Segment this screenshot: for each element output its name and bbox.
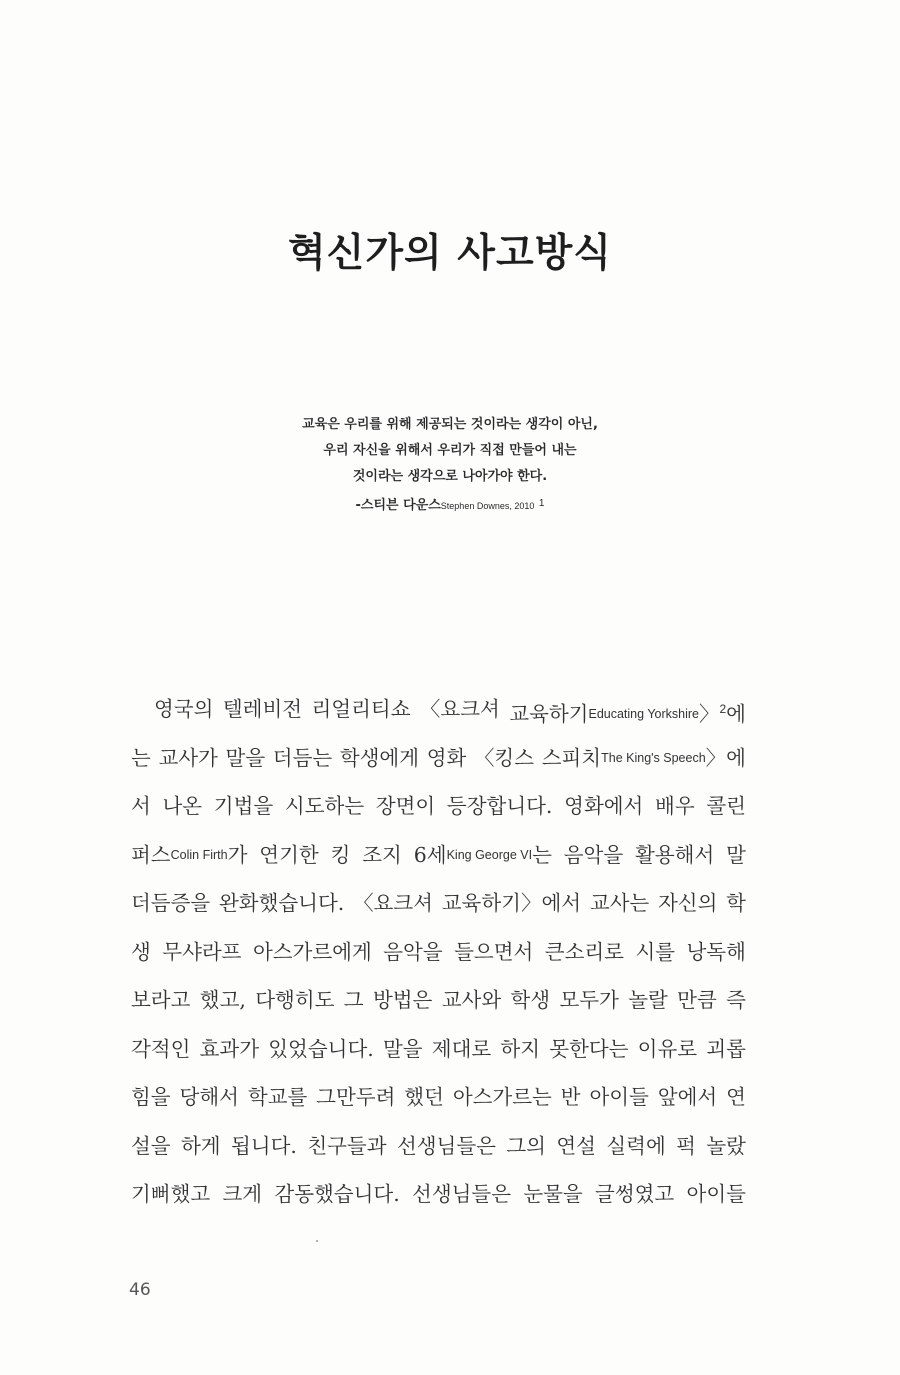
word: 아이들 — [589, 1085, 649, 1109]
word: 글썽였고 — [595, 1182, 675, 1206]
word: 효과가 — [199, 1036, 260, 1061]
word: 연기한 — [259, 842, 319, 867]
word — [131, 831, 247, 880]
word: 힘을 — [131, 1085, 171, 1109]
word: 텔레비전 — [222, 697, 303, 721]
word: 리얼리티쇼 — [311, 697, 411, 721]
footnote-marker: 1 — [538, 498, 545, 509]
word: 아이들 — [686, 1182, 746, 1206]
word: 기뻐했고 — [131, 1182, 211, 1206]
word: 만큼 — [677, 988, 717, 1012]
word: 퍽 — [676, 1133, 696, 1158]
word: 6세 — [413, 842, 447, 867]
word: 낭독해 — [686, 939, 746, 964]
word: 당해서 — [179, 1085, 239, 1109]
word: 교사가 — [158, 745, 218, 770]
print-speck — [316, 1240, 318, 1242]
word: 있었습니다. — [268, 1036, 374, 1061]
epigraph-line: 우리 자신을 위해서 우리가 직접 만들어 내는 — [323, 443, 577, 458]
word: 아스가르는 — [452, 1085, 552, 1109]
word: 놀랄 — [628, 988, 668, 1012]
word: 영국의 — [154, 697, 214, 721]
body-line — [131, 1122, 746, 1171]
word: 크게 — [222, 1182, 263, 1206]
body-line — [131, 1170, 746, 1219]
word: 못한다는 — [549, 1036, 629, 1061]
body-paragraph — [131, 685, 746, 1219]
word: 〉에 — [705, 745, 746, 770]
word: 더듬는 — [272, 745, 333, 770]
word: 는 — [131, 745, 151, 770]
word: 〈요크셔 — [353, 891, 433, 915]
word: 등장합니다. — [446, 794, 553, 818]
word: 제대로 — [431, 1036, 492, 1061]
word: 〈킹스 — [473, 745, 535, 770]
word: 방법은 — [372, 988, 433, 1012]
word: 감동했습니다. — [274, 1182, 400, 1206]
word: 그 — [343, 988, 364, 1012]
word: 연설 — [556, 1133, 596, 1158]
bracket: 〉 — [698, 702, 720, 726]
word: 반 — [560, 1085, 581, 1109]
epigraph-line: 것이라는 생각으로 나아가야 한다. — [352, 469, 548, 484]
page-number: 46 — [129, 1280, 151, 1300]
word: 장면이 — [375, 794, 436, 818]
word — [542, 734, 746, 783]
epigraph-author: -스티븐 다운스 — [355, 498, 441, 513]
word: 킹 — [330, 842, 351, 867]
word: 활용해서 — [635, 842, 715, 867]
chapter-title: 혁신가의 사고방식 — [288, 231, 612, 276]
word: 학 — [726, 891, 746, 915]
epigraph-attribution — [0, 491, 900, 519]
body-line — [131, 782, 746, 831]
word: 교육하기〉에서 — [441, 891, 582, 915]
word: 더듬증을 — [131, 891, 211, 915]
word: 이유로 — [637, 1036, 698, 1061]
word: 교사와 — [441, 988, 502, 1012]
word: 스피치 — [541, 745, 602, 770]
word: 했던 — [404, 1085, 444, 1109]
word: 하게 — [181, 1133, 221, 1158]
latin-term: King George VI — [446, 847, 533, 862]
word: 시를 — [635, 939, 676, 964]
word: 말 — [726, 842, 746, 867]
body-line — [131, 734, 746, 783]
word: 아스가르에게 — [252, 939, 372, 964]
word: 기법을 — [213, 794, 274, 818]
word: 나온 — [162, 794, 203, 818]
word: 완화했습니다. — [218, 891, 345, 915]
word — [414, 831, 552, 880]
latin-term: The King's Speech — [601, 750, 706, 765]
word: 는 — [532, 842, 552, 867]
word: 하지 — [500, 1036, 541, 1061]
word: 무샤라프 — [162, 939, 242, 964]
word: 친구들과 — [307, 1133, 387, 1158]
word: 퍼스 — [131, 842, 171, 867]
word: 큰소리로 — [544, 939, 624, 964]
word: 조지 — [362, 842, 402, 867]
word: 에 — [726, 702, 746, 726]
word: 〈요크셔 — [419, 697, 500, 721]
word: 설을 — [131, 1133, 171, 1158]
word: 각적인 — [131, 1036, 191, 1061]
word: 서 — [131, 794, 151, 818]
word: 괴롭 — [706, 1036, 746, 1061]
word: 음악을 — [383, 939, 443, 964]
word: 학생에게 — [339, 745, 420, 770]
latin-term: Colin Firth — [170, 847, 228, 862]
body-line — [131, 1073, 746, 1122]
body-line — [131, 928, 746, 977]
word: 말을 — [382, 1036, 423, 1061]
word: 그의 — [506, 1133, 546, 1158]
word: 음악을 — [563, 842, 624, 867]
word: 영화에서 — [564, 794, 644, 818]
word: 연 — [726, 1085, 746, 1109]
word: 다행히도 — [255, 988, 335, 1012]
word: 가 — [227, 842, 248, 867]
word: 들으면서 — [454, 939, 534, 964]
word: 교육하기 — [509, 702, 589, 726]
latin-term: Educating Yorkshire — [588, 707, 699, 721]
word: 모두가 — [559, 988, 619, 1012]
body-line — [131, 1025, 746, 1074]
word — [509, 685, 746, 734]
word: 했고, — [199, 988, 246, 1012]
word: 생 — [131, 939, 151, 964]
word: 실력에 — [606, 1133, 666, 1158]
word: 즉 — [726, 988, 746, 1012]
epigraph-quote — [0, 412, 900, 519]
word: 말을 — [225, 745, 266, 770]
word: 콜린 — [706, 794, 746, 818]
body-line — [131, 831, 746, 880]
footnote-marker: 2 — [719, 702, 727, 716]
word: 영화 — [426, 745, 467, 770]
word: 자신의 — [657, 891, 718, 915]
word: 선생님들은 — [412, 1182, 512, 1206]
epigraph-line: 교육은 우리를 위해 제공되는 것이라는 생각이 아닌, — [302, 417, 598, 432]
word: 배우 — [655, 794, 695, 818]
body-line — [131, 976, 746, 1025]
word: 앞에서 — [657, 1085, 718, 1109]
word: 시도하는 — [284, 794, 365, 818]
word: 그만두려 — [316, 1085, 396, 1109]
word: 놀랐 — [706, 1133, 746, 1158]
epigraph-author-latin: Stephen Downes, 2010 — [440, 501, 535, 511]
word: 눈물을 — [523, 1182, 583, 1206]
word: 학교를 — [247, 1085, 308, 1109]
word: 학생 — [510, 988, 551, 1012]
word: 선생님들은 — [396, 1133, 496, 1158]
word: 교사는 — [589, 891, 650, 915]
word: 됩니다. — [231, 1133, 297, 1158]
word: 보라고 — [131, 988, 191, 1012]
body-line — [131, 879, 746, 928]
body-line — [131, 685, 746, 734]
